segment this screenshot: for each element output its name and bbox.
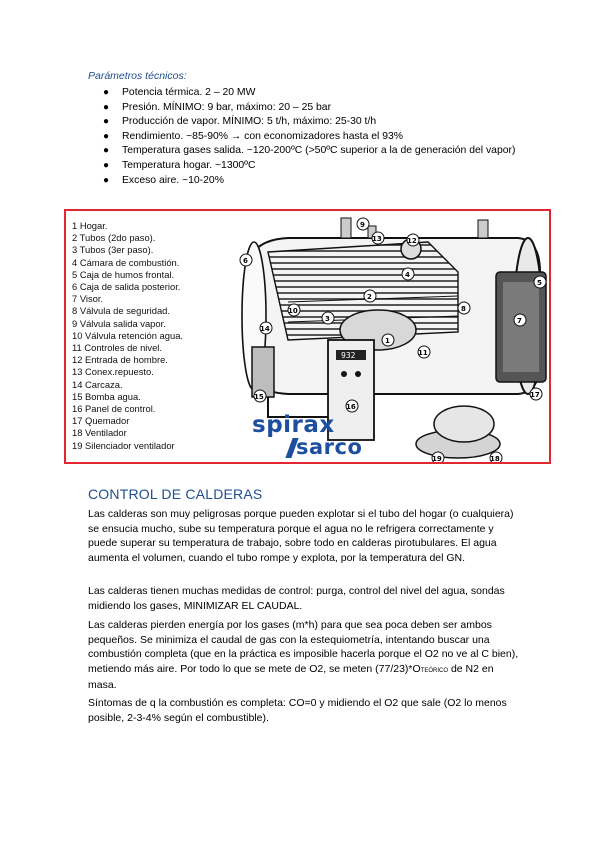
callout-12: 12 — [407, 237, 417, 245]
legend-item: 3 Tubos (3er paso). — [72, 244, 154, 256]
legend-item: 5 Caja de humos frontal. — [72, 268, 175, 280]
callout-5: 5 — [537, 279, 542, 287]
callout-15: 15 — [254, 393, 264, 401]
legend-item: 8 Válvula de seguridad. — [72, 305, 170, 317]
callout-6: 6 — [243, 257, 248, 265]
legend-item: 4 Cámara de combustión. — [72, 256, 180, 268]
list-item: ● Exceso aire. ~10-20% — [92, 174, 522, 189]
bullet-icon: ● — [103, 116, 110, 128]
callout-7: 7 — [517, 317, 522, 325]
callout-13: 13 — [372, 235, 382, 243]
callout-8: 8 — [461, 305, 466, 313]
brand-line2: sarco — [296, 435, 363, 459]
spirax-sarco-logo — [244, 412, 374, 460]
callout-19: 19 — [432, 455, 442, 462]
callout-17: 17 — [530, 391, 540, 399]
legend-item: 6 Caja de salida posterior. — [72, 281, 181, 293]
callout-4: 4 — [405, 271, 410, 279]
legend-item: 17 Quemador — [72, 415, 130, 427]
list-item: ● Rendimiento. ~85-90% → con economizadores hasta el 93% — [92, 130, 522, 145]
legend-item: 15 Bomba agua. — [72, 390, 141, 402]
bullet-icon: ● — [103, 145, 110, 157]
legend-item: 1 Hogar. — [72, 220, 108, 231]
list-item: ● Potencia térmica. 2 – 20 MW — [92, 86, 522, 101]
callout-11: 11 — [418, 349, 428, 357]
callout-9: 9 — [360, 221, 365, 229]
figure-legend — [72, 220, 183, 452]
legend-item: 12 Entrada de hombre. — [72, 354, 168, 366]
legend-item: 10 Válvula retención agua. — [72, 329, 184, 341]
callout-2: 2 — [367, 293, 372, 301]
legend-item: 9 Válvula salida vapor. — [72, 317, 166, 329]
callout-10: 10 — [288, 307, 298, 315]
legend-item: 7 Visor. — [72, 293, 104, 305]
legend-item: 13 Conex.repuesto. — [72, 366, 154, 378]
paragraph-4: Síntomas de q la combustión es completa: CO=0 y midiendo el O2 que sale (O2 lo menos posible, 2-3-4% según el combustible). — [88, 697, 507, 724]
list-item: ● Temperatura hogar. ~1300ºC — [92, 159, 522, 174]
callout-18: 18 — [490, 455, 500, 462]
legend-item: 2 Tubos (2do paso). — [72, 232, 156, 244]
list-item: ● Producción de vapor. MÍNIMO: 5 t/h, máximo: 25-30 t/h — [92, 115, 522, 130]
bullet-icon: ● — [103, 87, 110, 98]
callout-1: 1 — [385, 337, 390, 345]
paragraph-2: Las calderas tienen muchas medidas de control: purga, control del nivel del agua, sondas midiendo los gases, MINIMIZAR EL CAUDAL. — [88, 585, 505, 612]
brand-line1: spirax — [252, 412, 335, 438]
callout-16: 16 — [346, 403, 356, 411]
legend-item: 14 Carcaza. — [72, 378, 123, 390]
panel-display: 932 — [341, 351, 356, 360]
bullet-icon: ● — [103, 159, 110, 171]
water-pump — [252, 347, 274, 397]
callout-14: 14 — [260, 325, 270, 333]
paragraph-3: Las calderas pierden energía por los gases (m*h) para que sea poca deben ser ambos pequeños. Se minimiza el caudal de gas con la estequiometría, intentando buscar una combustión completa (que en la práctica es imposible hacerla porque el O2 no ve al C bien), metiendo más aire. Por todo lo que se mete de O2, se meten (77/23)*OTEÓRICO de N2 en masa. — [88, 619, 519, 691]
params-list — [92, 86, 522, 188]
list-item: ● Presión. MÍNIMO: 9 bar, máximo: 20 – 25 bar — [92, 101, 522, 116]
bullet-icon: ● — [103, 101, 110, 113]
paragraph-1: Las calderas son muy peligrosas porque pueden explotar si el tubo del hogar (o cualquiera) se ensucia mucho, sube su temperatura porque el agua no le refrigera correctamente y puede superar su temperatura de trabajo, sobre todo en calderas pirotubulares. El agua aumenta el volumen, cuando el tubo rompe y explota, por la temperatura del GN. — [88, 508, 514, 564]
subscript-teorico: TEÓRICO — [420, 667, 449, 674]
bullet-icon: ● — [103, 130, 110, 142]
list-item: ● Temperatura gases salida. ~120-200ºC (>50ºC superior a la de generación del vapor) — [92, 144, 522, 159]
section-title: CONTROL DE CALDERAS — [88, 486, 263, 502]
callout-3: 3 — [325, 315, 330, 323]
legend-item: 19 Silenciador ventilador — [72, 439, 175, 451]
legend-item: 11 Controles de nivel. — [72, 342, 162, 354]
legend-item: 18 Ventilador — [72, 427, 127, 439]
bullet-icon: ● — [103, 174, 110, 186]
params-heading: Parámetros técnicos: — [88, 70, 187, 82]
legend-item: 16 Panel de control. — [72, 403, 156, 415]
